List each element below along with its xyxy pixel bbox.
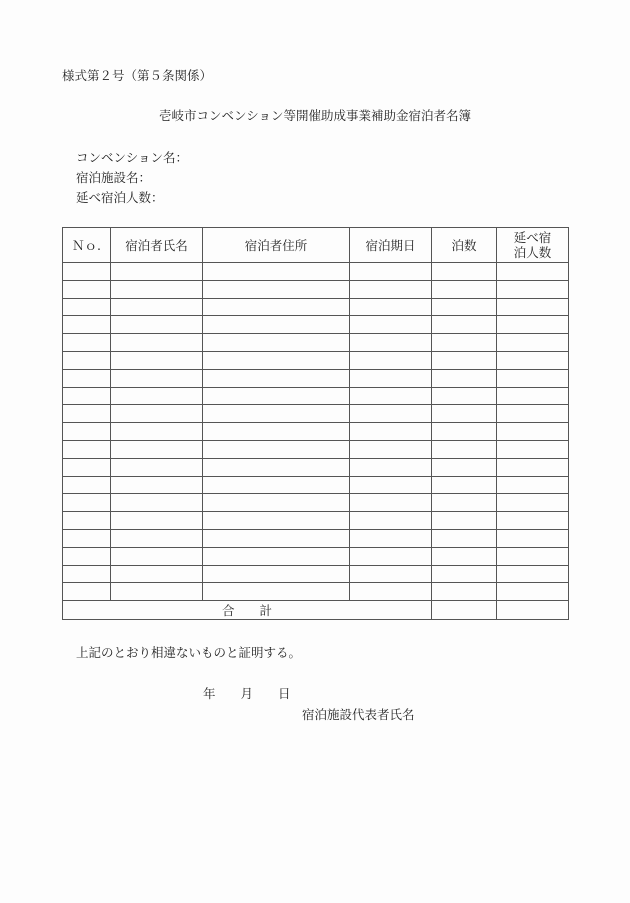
table-row [63, 298, 569, 316]
total-guest-nights-cell[interactable] [497, 512, 569, 530]
nights-cell[interactable] [432, 583, 497, 601]
nights-cell[interactable] [432, 316, 497, 334]
header-guest-name: 宿泊者氏名 [111, 228, 203, 263]
table-header-row [63, 228, 569, 263]
guest-name-cell[interactable] [111, 369, 203, 387]
guest-name-cell[interactable] [111, 263, 203, 281]
header-line1: 延べ宿 [513, 230, 552, 245]
no-cell[interactable] [63, 405, 111, 423]
stay-dates-cell[interactable] [350, 316, 432, 334]
stay-dates-cell[interactable] [350, 565, 432, 583]
date-line: 年 月 日 [203, 686, 291, 701]
stay-dates-cell[interactable] [350, 547, 432, 565]
stay-dates-cell[interactable] [350, 298, 432, 316]
stay-dates-cell[interactable] [350, 351, 432, 369]
table-row [63, 529, 569, 547]
total-nights-label: 延べ宿泊人数： [76, 190, 164, 205]
table-row [63, 369, 569, 387]
guest-address-cell[interactable] [203, 476, 350, 494]
table-row [63, 547, 569, 565]
stay-dates-cell[interactable] [350, 476, 432, 494]
stay-dates-cell[interactable] [350, 369, 432, 387]
header-line2: 泊人数 [513, 245, 552, 260]
table-row [63, 476, 569, 494]
total-guest-nights-cell[interactable] [497, 529, 569, 547]
total-guest-nights-cell[interactable] [497, 601, 569, 620]
nights-cell[interactable] [432, 494, 497, 512]
table-row [63, 351, 569, 369]
no-cell[interactable] [63, 334, 111, 352]
stay-dates-cell[interactable] [350, 494, 432, 512]
no-cell[interactable] [63, 547, 111, 565]
nights-cell[interactable] [432, 387, 497, 405]
stay-dates-cell[interactable] [350, 458, 432, 476]
no-cell[interactable] [63, 280, 111, 298]
guest-name-cell[interactable] [111, 547, 203, 565]
nights-cell[interactable] [432, 351, 497, 369]
guest-name-cell[interactable] [111, 440, 203, 458]
no-cell[interactable] [63, 423, 111, 441]
guest-address-cell[interactable] [203, 565, 350, 583]
no-cell[interactable] [63, 494, 111, 512]
header-guest-address: 宿泊者住所 [203, 228, 350, 263]
nights-cell[interactable] [432, 405, 497, 423]
guest-name-cell[interactable] [111, 458, 203, 476]
total-guest-nights-cell[interactable] [497, 494, 569, 512]
total-guest-nights-cell[interactable] [497, 351, 569, 369]
total-guest-nights-cell[interactable] [497, 583, 569, 601]
nights-cell[interactable] [432, 423, 497, 441]
signature-label: 宿泊施設代表者氏名 [302, 707, 415, 722]
total-guest-nights-cell[interactable] [497, 334, 569, 352]
guest-address-cell[interactable] [203, 405, 350, 423]
total-guest-nights-cell[interactable] [497, 476, 569, 494]
guest-name-cell[interactable] [111, 423, 203, 441]
table-row [63, 583, 569, 601]
table-row [63, 405, 569, 423]
total-guest-nights-cell[interactable] [497, 298, 569, 316]
guest-name-cell[interactable] [111, 583, 203, 601]
convention-name-label: コンベンション名： [76, 150, 188, 165]
guest-name-cell[interactable] [111, 476, 203, 494]
header-stay-dates: 宿泊期日 [350, 228, 432, 263]
no-cell[interactable] [63, 351, 111, 369]
total-guest-nights-cell[interactable] [497, 405, 569, 423]
total-guest-nights-cell[interactable] [497, 547, 569, 565]
no-cell[interactable] [63, 458, 111, 476]
stay-dates-cell[interactable] [350, 280, 432, 298]
no-cell[interactable] [63, 565, 111, 583]
total-guest-nights-cell[interactable] [497, 316, 569, 334]
guest-name-cell[interactable] [111, 334, 203, 352]
guest-address-cell[interactable] [203, 458, 350, 476]
total-row [63, 601, 569, 620]
stay-dates-cell[interactable] [350, 387, 432, 405]
no-cell[interactable] [63, 316, 111, 334]
total-label: 合 計 [63, 601, 432, 620]
table-row [63, 263, 569, 281]
guest-address-cell[interactable] [203, 316, 350, 334]
table-row [63, 280, 569, 298]
stay-dates-cell[interactable] [350, 529, 432, 547]
guest-address-cell[interactable] [203, 369, 350, 387]
no-cell[interactable] [63, 369, 111, 387]
total-guest-nights-cell[interactable] [497, 263, 569, 281]
no-cell[interactable] [63, 387, 111, 405]
nights-cell[interactable] [432, 440, 497, 458]
no-cell[interactable] [63, 298, 111, 316]
guest-address-cell[interactable] [203, 351, 350, 369]
header-no: Ｎｏ. [63, 228, 111, 263]
guest-address-cell[interactable] [203, 583, 350, 601]
table-row [63, 316, 569, 334]
total-guest-nights-cell[interactable] [497, 458, 569, 476]
guest-name-cell[interactable] [111, 512, 203, 530]
total-guest-nights-cell[interactable] [497, 280, 569, 298]
guest-name-cell[interactable] [111, 494, 203, 512]
guest-address-cell[interactable] [203, 547, 350, 565]
stay-dates-cell[interactable] [350, 440, 432, 458]
guest-address-cell[interactable] [203, 334, 350, 352]
nights-cell[interactable] [432, 529, 497, 547]
stay-dates-cell[interactable] [350, 263, 432, 281]
nights-cell[interactable] [432, 263, 497, 281]
guest-address-cell[interactable] [203, 512, 350, 530]
stay-dates-cell[interactable] [350, 405, 432, 423]
certification-text: 上記のとおり相違ないものと証明する。 [76, 645, 302, 660]
guest-address-cell[interactable] [203, 263, 350, 281]
guest-address-cell[interactable] [203, 440, 350, 458]
nights-cell[interactable] [432, 280, 497, 298]
table-row [63, 387, 569, 405]
stay-dates-cell[interactable] [350, 583, 432, 601]
no-cell[interactable] [63, 512, 111, 530]
guest-name-cell[interactable] [111, 351, 203, 369]
header-total-guest-nights [497, 228, 569, 263]
table-row [63, 334, 569, 352]
table-row [63, 565, 569, 583]
guest-name-cell[interactable] [111, 316, 203, 334]
nights-cell[interactable] [432, 458, 497, 476]
guest-name-cell[interactable] [111, 529, 203, 547]
stay-dates-cell[interactable] [350, 334, 432, 352]
facility-name-label: 宿泊施設名： [76, 170, 152, 185]
guest-name-cell[interactable] [111, 280, 203, 298]
nights-cell[interactable] [432, 369, 497, 387]
guest-address-cell[interactable] [203, 423, 350, 441]
nights-cell[interactable] [432, 298, 497, 316]
nights-cell[interactable] [432, 334, 497, 352]
guest-name-cell[interactable] [111, 387, 203, 405]
total-guest-nights-cell[interactable] [497, 369, 569, 387]
guest-address-cell[interactable] [203, 298, 350, 316]
guest-name-cell[interactable] [111, 298, 203, 316]
no-cell[interactable] [63, 529, 111, 547]
no-cell[interactable] [63, 440, 111, 458]
stay-dates-cell[interactable] [350, 512, 432, 530]
total-guest-nights-cell[interactable] [497, 565, 569, 583]
table-row [63, 423, 569, 441]
table-row [63, 512, 569, 530]
nights-cell[interactable] [432, 565, 497, 583]
table-row [63, 494, 569, 512]
total-guest-nights-cell[interactable] [497, 423, 569, 441]
form-number: 様式第２号（第５条関係） [62, 68, 213, 83]
nights-cell[interactable] [432, 512, 497, 530]
guest-name-cell[interactable] [111, 565, 203, 583]
guest-table [62, 227, 569, 620]
nights-cell[interactable] [432, 547, 497, 565]
table-row [63, 440, 569, 458]
guest-address-cell[interactable] [203, 529, 350, 547]
no-cell[interactable] [63, 583, 111, 601]
table-row [63, 458, 569, 476]
stay-dates-cell[interactable] [350, 423, 432, 441]
total-guest-nights-cell[interactable] [497, 440, 569, 458]
header-nights: 泊数 [432, 228, 497, 263]
nights-cell[interactable] [432, 476, 497, 494]
guest-name-cell[interactable] [111, 405, 203, 423]
total-nights-cell[interactable] [432, 601, 497, 620]
no-cell[interactable] [63, 476, 111, 494]
guest-address-cell[interactable] [203, 387, 350, 405]
guest-address-cell[interactable] [203, 280, 350, 298]
document-title: 壱岐市コンベンション等開催助成事業補助金宿泊者名簿 [159, 108, 471, 123]
guest-address-cell[interactable] [203, 494, 350, 512]
no-cell[interactable] [63, 263, 111, 281]
total-guest-nights-cell[interactable] [497, 387, 569, 405]
